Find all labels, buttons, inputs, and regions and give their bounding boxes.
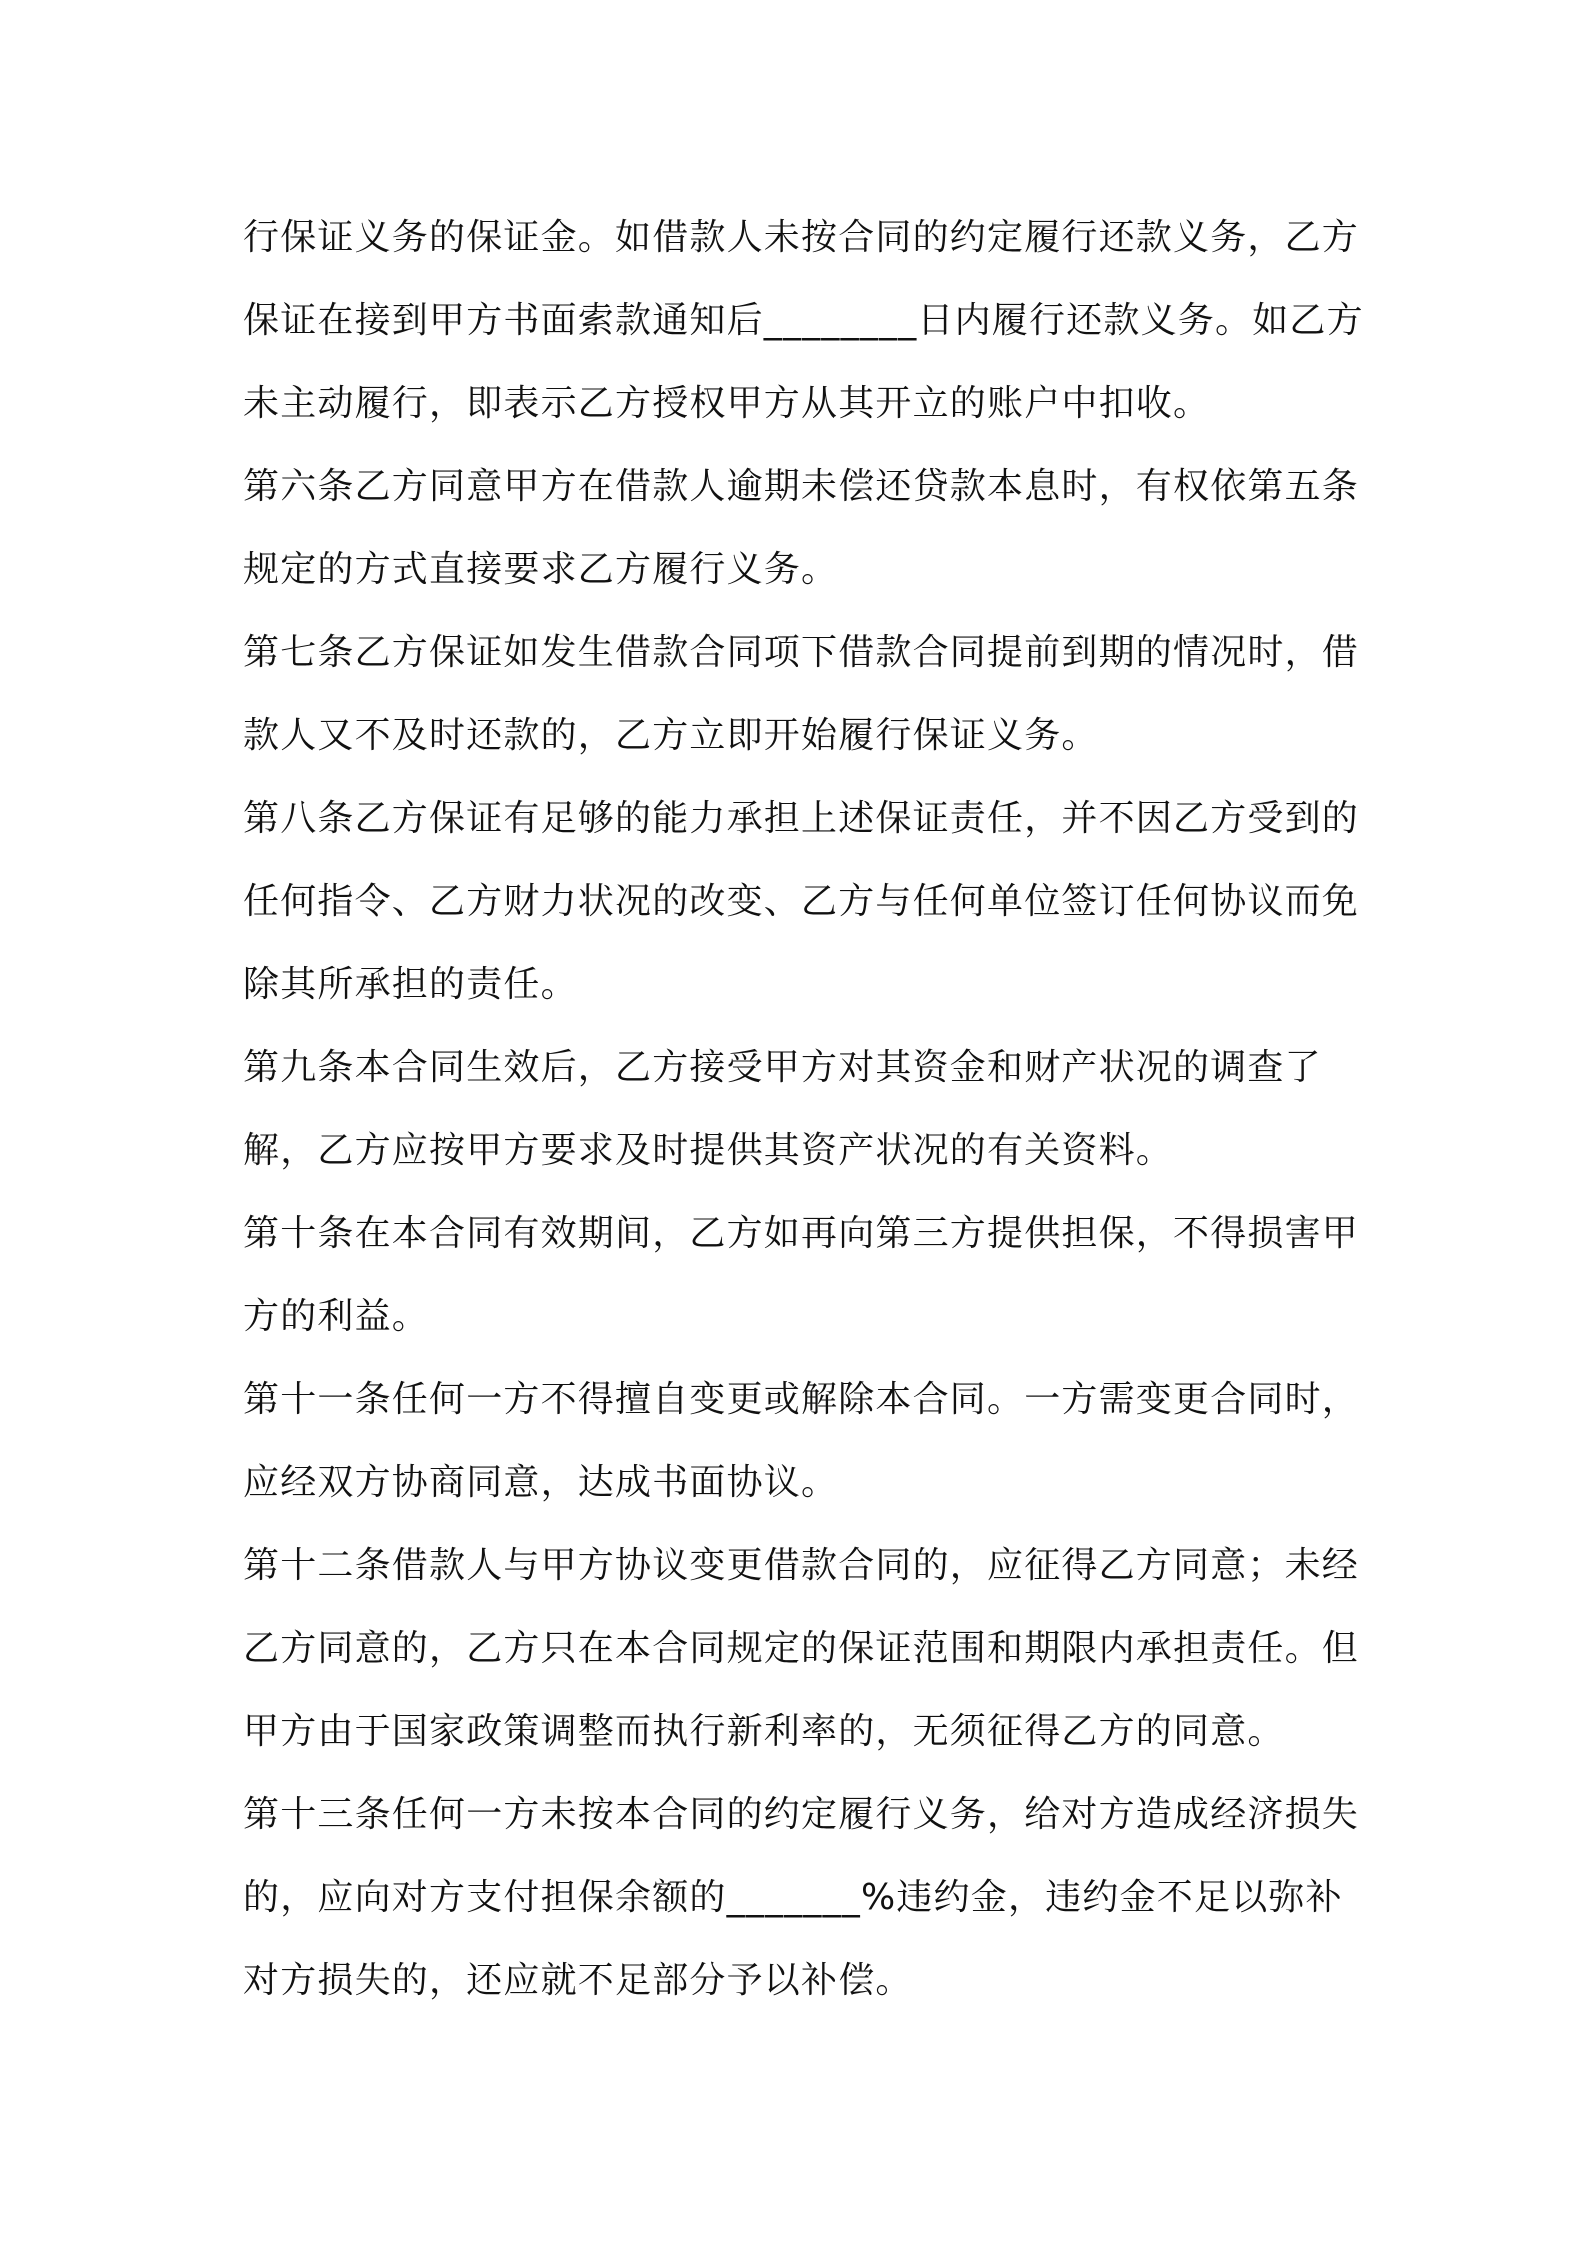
paragraph-article-6: 第六条乙方同意甲方在借款人逾期未偿还贷款本息时，有权依第五条规定的方式直接要求乙方履行义务。 — [243, 466, 1360, 590]
paragraph-article-13: 第十三条任何一方未按本合同的约定履行义务，给对方造成经济损失的，应向对方支付担保余额的_______%违约金，违约金不足以弥补对方损失的，还应就不足部分予以补偿。 — [243, 1794, 1360, 2001]
paragraph-article-12: 第十二条借款人与甲方协议变更借款合同的，应征得乙方同意；未经乙方同意的，乙方只在本合同规定的保证范围和期限内承担责任。但甲方由于国家政策调整而执行新利率的，无须征得乙方的同意。 — [243, 1545, 1360, 1752]
contract-text-body — [243, 196, 1373, 2022]
paragraph-article-10: 第十条在本合同有效期间，乙方如再向第三方提供担保，不得损害甲方的利益。 — [243, 1213, 1360, 1337]
paragraph-guarantee-deposit: 行保证义务的保证金。如借款人未按合同的约定履行还款义务，乙方保证在接到甲方书面索款通知后________日内履行还款义务。如乙方未主动履行，即表示乙方授权甲方从其开立的账户中扣收。 — [243, 217, 1364, 424]
paragraph-article-8: 第八条乙方保证有足够的能力承担上述保证责任，并不因乙方受到的任何指令、乙方财力状况的改变、乙方与任何单位签订任何协议而免除其所承担的责任。 — [243, 798, 1360, 1005]
paragraph-article-11: 第十一条任何一方不得擅自变更或解除本合同。一方需变更合同时，应经双方协商同意，达成书面协议。 — [243, 1379, 1360, 1503]
paragraph-article-7: 第七条乙方保证如发生借款合同项下借款合同提前到期的情况时，借款人又不及时还款的，乙方立即开始履行保证义务。 — [243, 632, 1360, 756]
paragraph-article-9: 第九条本合同生效后，乙方接受甲方对其资金和财产状况的调查了解，乙方应按甲方要求及时提供其资产状况的有关资料。 — [243, 1047, 1322, 1171]
